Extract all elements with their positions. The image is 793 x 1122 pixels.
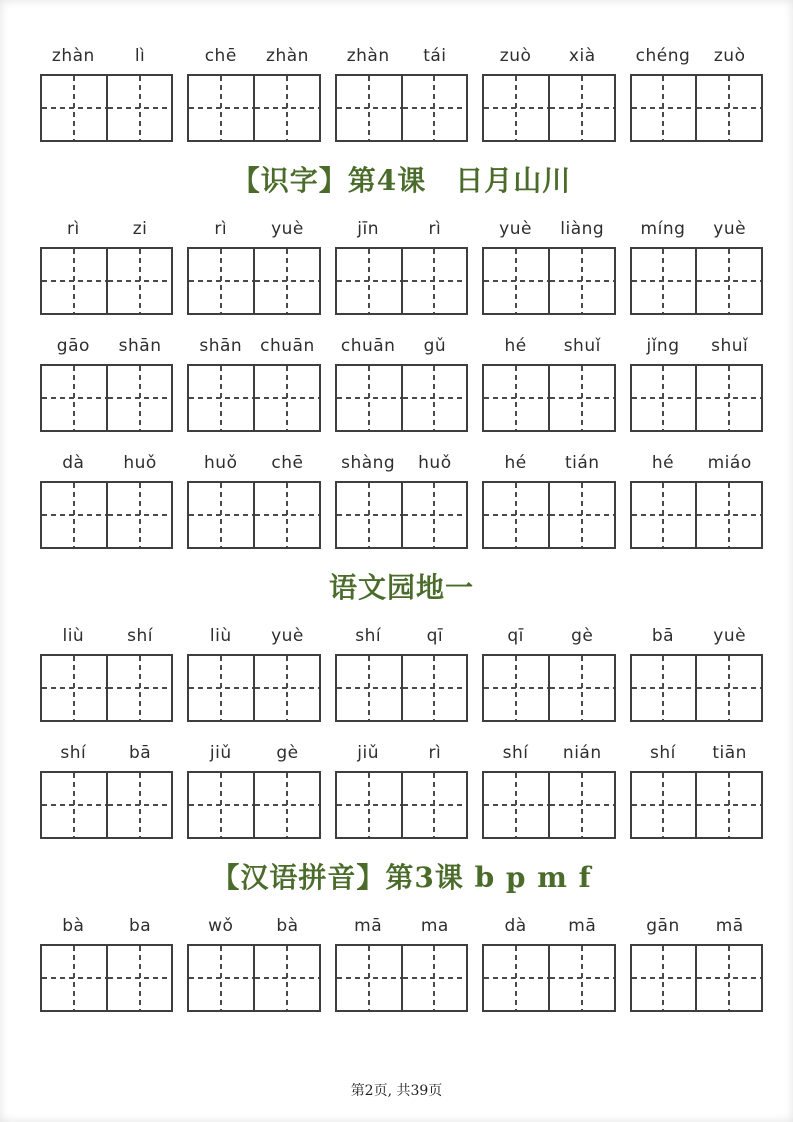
pinyin-labels [187, 916, 320, 937]
writing-grid-cell [484, 483, 548, 547]
word-row [40, 916, 763, 1012]
writing-grid-pair [187, 654, 320, 722]
pinyin-label: zhàn [51, 46, 95, 66]
writing-grid-pair [630, 481, 763, 549]
pinyin-labels [482, 626, 615, 647]
pinyin-labels [187, 46, 320, 67]
pinyin-label: lì [134, 46, 146, 66]
writing-grid-cell [632, 366, 696, 430]
word-group [335, 219, 468, 315]
writing-grid-cell [106, 773, 172, 837]
pinyin-label: shān [199, 336, 243, 356]
pinyin-label: jǐng [646, 336, 680, 356]
pinyin-labels [630, 743, 763, 764]
writing-grid-cell [548, 773, 614, 837]
word-group [335, 46, 468, 142]
writing-grid-cell [253, 249, 319, 313]
pinyin-label: chuān [260, 336, 315, 356]
pinyin-label: chéng [635, 46, 691, 66]
writing-grid-cell [632, 249, 696, 313]
pinyin-label: tái [423, 46, 447, 66]
pinyin-label: shí [127, 626, 153, 646]
writing-grid-cell [42, 483, 106, 547]
pinyin-label: gāo [56, 336, 90, 356]
word-group [40, 219, 173, 315]
word-group [335, 453, 468, 549]
section-heading [40, 163, 763, 199]
word-group [335, 336, 468, 432]
writing-grid-pair [630, 654, 763, 722]
pinyin-labels [335, 626, 468, 647]
pinyin-label: bā [651, 626, 675, 646]
writing-grid-cell [695, 249, 761, 313]
writing-grid-cell [695, 773, 761, 837]
section-heading-text: 【汉语拼音】第3课 b p m f [211, 861, 592, 894]
word-group [335, 916, 468, 1012]
writing-grid-cell [106, 76, 172, 140]
pinyin-labels [482, 46, 615, 67]
writing-grid-cell [253, 946, 319, 1010]
writing-grid-cell [42, 656, 106, 720]
pinyin-label: huǒ [204, 453, 238, 473]
writing-grid-cell [42, 773, 106, 837]
pinyin-label: qī [507, 626, 524, 646]
pinyin-label: liù [209, 626, 232, 646]
writing-grid-cell [484, 773, 548, 837]
writing-grid-pair [630, 74, 763, 142]
pinyin-label: bà [62, 916, 85, 936]
pinyin-label: wǒ [208, 916, 234, 936]
writing-grid-cell [253, 366, 319, 430]
writing-grid-cell [42, 76, 106, 140]
writing-grid-pair [187, 481, 320, 549]
writing-grid-cell [548, 946, 614, 1010]
word-row [40, 743, 763, 839]
writing-grid-cell [548, 366, 614, 430]
writing-grid-cell [632, 483, 696, 547]
writing-grid-pair [40, 364, 173, 432]
pinyin-label: rì [214, 219, 228, 239]
pinyin-label: mā [568, 916, 597, 936]
pinyin-labels [482, 453, 615, 474]
word-group [630, 453, 763, 549]
word-group [482, 453, 615, 549]
writing-grid-cell [632, 656, 696, 720]
pinyin-label: míng [640, 219, 686, 239]
word-row [40, 219, 763, 315]
pinyin-labels [335, 46, 468, 67]
pinyin-labels [40, 336, 173, 357]
writing-grid-cell [189, 249, 253, 313]
writing-grid-pair [335, 74, 468, 142]
writing-grid-cell [548, 249, 614, 313]
word-group [482, 46, 615, 142]
writing-grid-cell [401, 249, 467, 313]
pinyin-label: rì [428, 219, 442, 239]
writing-grid-cell [401, 76, 467, 140]
pinyin-label: mā [715, 916, 744, 936]
pinyin-labels [482, 336, 615, 357]
writing-grid-cell [695, 366, 761, 430]
writing-grid-cell [484, 249, 548, 313]
pinyin-label: liù [62, 626, 85, 646]
writing-grid-cell [189, 773, 253, 837]
pinyin-label: shí [502, 743, 529, 763]
writing-grid-cell [695, 656, 761, 720]
pinyin-label: dà [62, 453, 85, 473]
word-row [40, 46, 763, 142]
pinyin-labels [335, 453, 468, 474]
pinyin-labels [335, 743, 468, 764]
pinyin-label: yuè [713, 219, 747, 239]
section-heading-text: 【识字】第4课 日月山川 [231, 164, 572, 197]
pinyin-label: jīn [357, 219, 380, 239]
word-group [187, 219, 320, 315]
word-group [40, 46, 173, 142]
writing-grid-pair [40, 481, 173, 549]
pinyin-labels [187, 626, 320, 647]
writing-grid-cell [253, 483, 319, 547]
word-group [335, 743, 468, 839]
writing-grid-cell [401, 773, 467, 837]
writing-grid-cell [484, 366, 548, 430]
pinyin-label: ma [420, 916, 449, 936]
pinyin-labels [187, 219, 320, 240]
pinyin-label: yuè [713, 626, 747, 646]
writing-grid-cell [42, 946, 106, 1010]
writing-grid-cell [632, 76, 696, 140]
pinyin-label: hé [504, 453, 527, 473]
word-group [482, 743, 615, 839]
pinyin-labels [40, 916, 173, 937]
pinyin-label: hé [651, 453, 675, 473]
writing-grid-cell [484, 946, 548, 1010]
pinyin-labels [482, 916, 615, 937]
pinyin-labels [630, 336, 763, 357]
word-group [40, 743, 173, 839]
word-row [40, 626, 763, 722]
writing-grid-pair [482, 944, 615, 1012]
pinyin-labels [335, 336, 468, 357]
pinyin-labels [40, 743, 173, 764]
writing-grid-pair [630, 771, 763, 839]
writing-grid-pair [482, 364, 615, 432]
writing-grid-cell [484, 656, 548, 720]
writing-grid-pair [482, 74, 615, 142]
writing-grid-cell [337, 773, 401, 837]
pinyin-labels [187, 336, 320, 357]
pinyin-label: shuǐ [563, 336, 601, 356]
section-heading [40, 570, 763, 606]
pinyin-labels [482, 743, 615, 764]
pinyin-label: mā [354, 916, 383, 936]
writing-grid-cell [337, 249, 401, 313]
word-row [40, 453, 763, 549]
pinyin-labels [335, 916, 468, 937]
writing-grid-cell [695, 946, 761, 1010]
pinyin-label: bā [128, 743, 152, 763]
writing-grid-cell [106, 656, 172, 720]
word-group [630, 743, 763, 839]
pinyin-label: dà [504, 916, 527, 936]
writing-grid-pair [335, 771, 468, 839]
word-group [482, 626, 615, 722]
pinyin-label: qī [426, 626, 444, 646]
pinyin-label: zuò [713, 46, 746, 66]
writing-grid-cell [253, 76, 319, 140]
pinyin-label: tiān [712, 743, 747, 763]
writing-grid-pair [335, 944, 468, 1012]
pinyin-label: gǔ [423, 336, 447, 356]
writing-grid-cell [337, 946, 401, 1010]
pinyin-label: gān [646, 916, 680, 936]
writing-grid-cell [401, 946, 467, 1010]
pinyin-label: liàng [560, 219, 605, 239]
writing-grid-cell [253, 773, 319, 837]
word-group [630, 219, 763, 315]
writing-grid-pair [630, 364, 763, 432]
word-group [187, 453, 320, 549]
pinyin-label: ba [128, 916, 152, 936]
word-group [40, 626, 173, 722]
pinyin-labels [187, 743, 320, 764]
writing-grid-cell [548, 76, 614, 140]
pinyin-label: rì [428, 743, 442, 763]
writing-grid-cell [401, 483, 467, 547]
writing-grid-cell [337, 656, 401, 720]
writing-grid-pair [630, 247, 763, 315]
word-group [187, 336, 320, 432]
word-group [187, 743, 320, 839]
word-group [630, 916, 763, 1012]
pinyin-label: zi [132, 219, 148, 239]
word-group [630, 46, 763, 142]
writing-grid-cell [401, 656, 467, 720]
writing-grid-cell [42, 249, 106, 313]
pinyin-labels [630, 916, 763, 937]
word-group [335, 626, 468, 722]
pinyin-label: yuè [271, 626, 304, 646]
writing-grid-pair [187, 74, 320, 142]
pinyin-labels [630, 453, 763, 474]
writing-grid-cell [42, 366, 106, 430]
writing-grid-pair [335, 364, 468, 432]
writing-grid-pair [482, 481, 615, 549]
pinyin-label: yuè [499, 219, 532, 239]
pinyin-label: shàng [341, 453, 396, 473]
pinyin-label: shí [650, 743, 676, 763]
writing-grid-pair [187, 364, 320, 432]
pinyin-label: rì [66, 219, 80, 239]
pinyin-label: gè [571, 626, 594, 646]
writing-grid-cell [484, 76, 548, 140]
pinyin-labels [630, 46, 763, 67]
pinyin-label: chē [204, 46, 237, 66]
pinyin-labels [335, 219, 468, 240]
pinyin-labels [187, 453, 320, 474]
writing-grid-pair [335, 654, 468, 722]
writing-grid-pair [630, 944, 763, 1012]
pinyin-label: jiǔ [209, 743, 232, 763]
pinyin-label: chuān [340, 336, 396, 356]
writing-grid-cell [337, 76, 401, 140]
writing-grid-pair [482, 771, 615, 839]
writing-grid-cell [106, 483, 172, 547]
writing-grid-cell [695, 483, 761, 547]
writing-grid-cell [189, 76, 253, 140]
writing-grid-pair [40, 74, 173, 142]
writing-grid-cell [189, 366, 253, 430]
word-group [40, 916, 173, 1012]
writing-grid-pair [482, 247, 615, 315]
word-group [187, 46, 320, 142]
word-row [40, 336, 763, 432]
word-group [630, 336, 763, 432]
writing-grid-cell [337, 483, 401, 547]
word-group [40, 453, 173, 549]
word-group [187, 916, 320, 1012]
pinyin-label: shí [60, 743, 87, 763]
pinyin-label: huǒ [123, 453, 157, 473]
writing-grid-pair [335, 247, 468, 315]
pinyin-labels [40, 626, 173, 647]
writing-grid-cell [548, 656, 614, 720]
pinyin-label: zuò [499, 46, 532, 66]
pinyin-label: shān [118, 336, 162, 356]
section-heading [40, 860, 763, 896]
writing-grid-pair [187, 944, 320, 1012]
writing-grid-pair [187, 771, 320, 839]
writing-grid-cell [548, 483, 614, 547]
word-group [482, 219, 615, 315]
pinyin-label: tián [564, 453, 600, 473]
pinyin-labels [482, 219, 615, 240]
writing-grid-cell [189, 483, 253, 547]
writing-grid-cell [401, 366, 467, 430]
writing-grid-cell [189, 946, 253, 1010]
word-group [630, 626, 763, 722]
pinyin-label: zhàn [266, 46, 309, 66]
word-group [187, 626, 320, 722]
writing-grid-pair [187, 247, 320, 315]
pinyin-labels [630, 219, 763, 240]
writing-grid-pair [40, 247, 173, 315]
writing-grid-cell [189, 656, 253, 720]
pinyin-label: shuǐ [711, 336, 749, 356]
pinyin-label: hé [504, 336, 527, 356]
pinyin-label: shí [355, 626, 382, 646]
pinyin-labels [40, 219, 173, 240]
word-group [482, 916, 615, 1012]
pinyin-label: huǒ [418, 453, 452, 473]
pinyin-label: chē [271, 453, 304, 473]
pinyin-label: xià [568, 46, 596, 66]
writing-grid-cell [106, 249, 172, 313]
section-heading-text: 语文园地一 [328, 571, 474, 604]
writing-grid-pair [40, 654, 173, 722]
writing-grid-cell [253, 656, 319, 720]
pinyin-label: nián [562, 743, 602, 763]
pinyin-label: jiǔ [357, 743, 380, 763]
writing-grid-pair [335, 481, 468, 549]
writing-grid-pair [482, 654, 615, 722]
pinyin-label: gè [276, 743, 299, 763]
writing-grid-pair [40, 771, 173, 839]
pinyin-labels [630, 626, 763, 647]
writing-grid-cell [337, 366, 401, 430]
writing-grid-cell [106, 946, 172, 1010]
writing-grid-cell [632, 773, 696, 837]
word-group [40, 336, 173, 432]
pinyin-labels [40, 46, 173, 67]
word-group [482, 336, 615, 432]
pinyin-label: zhàn [346, 46, 390, 66]
writing-grid-pair [40, 944, 173, 1012]
pinyin-label: bà [276, 916, 299, 936]
pinyin-label: miáo [707, 453, 752, 473]
writing-grid-cell [632, 946, 696, 1010]
pinyin-label: yuè [271, 219, 304, 239]
pinyin-labels [40, 453, 173, 474]
page-number: 第2页, 共39页 [350, 1083, 443, 1099]
writing-grid-cell [695, 76, 761, 140]
writing-grid-cell [106, 366, 172, 430]
